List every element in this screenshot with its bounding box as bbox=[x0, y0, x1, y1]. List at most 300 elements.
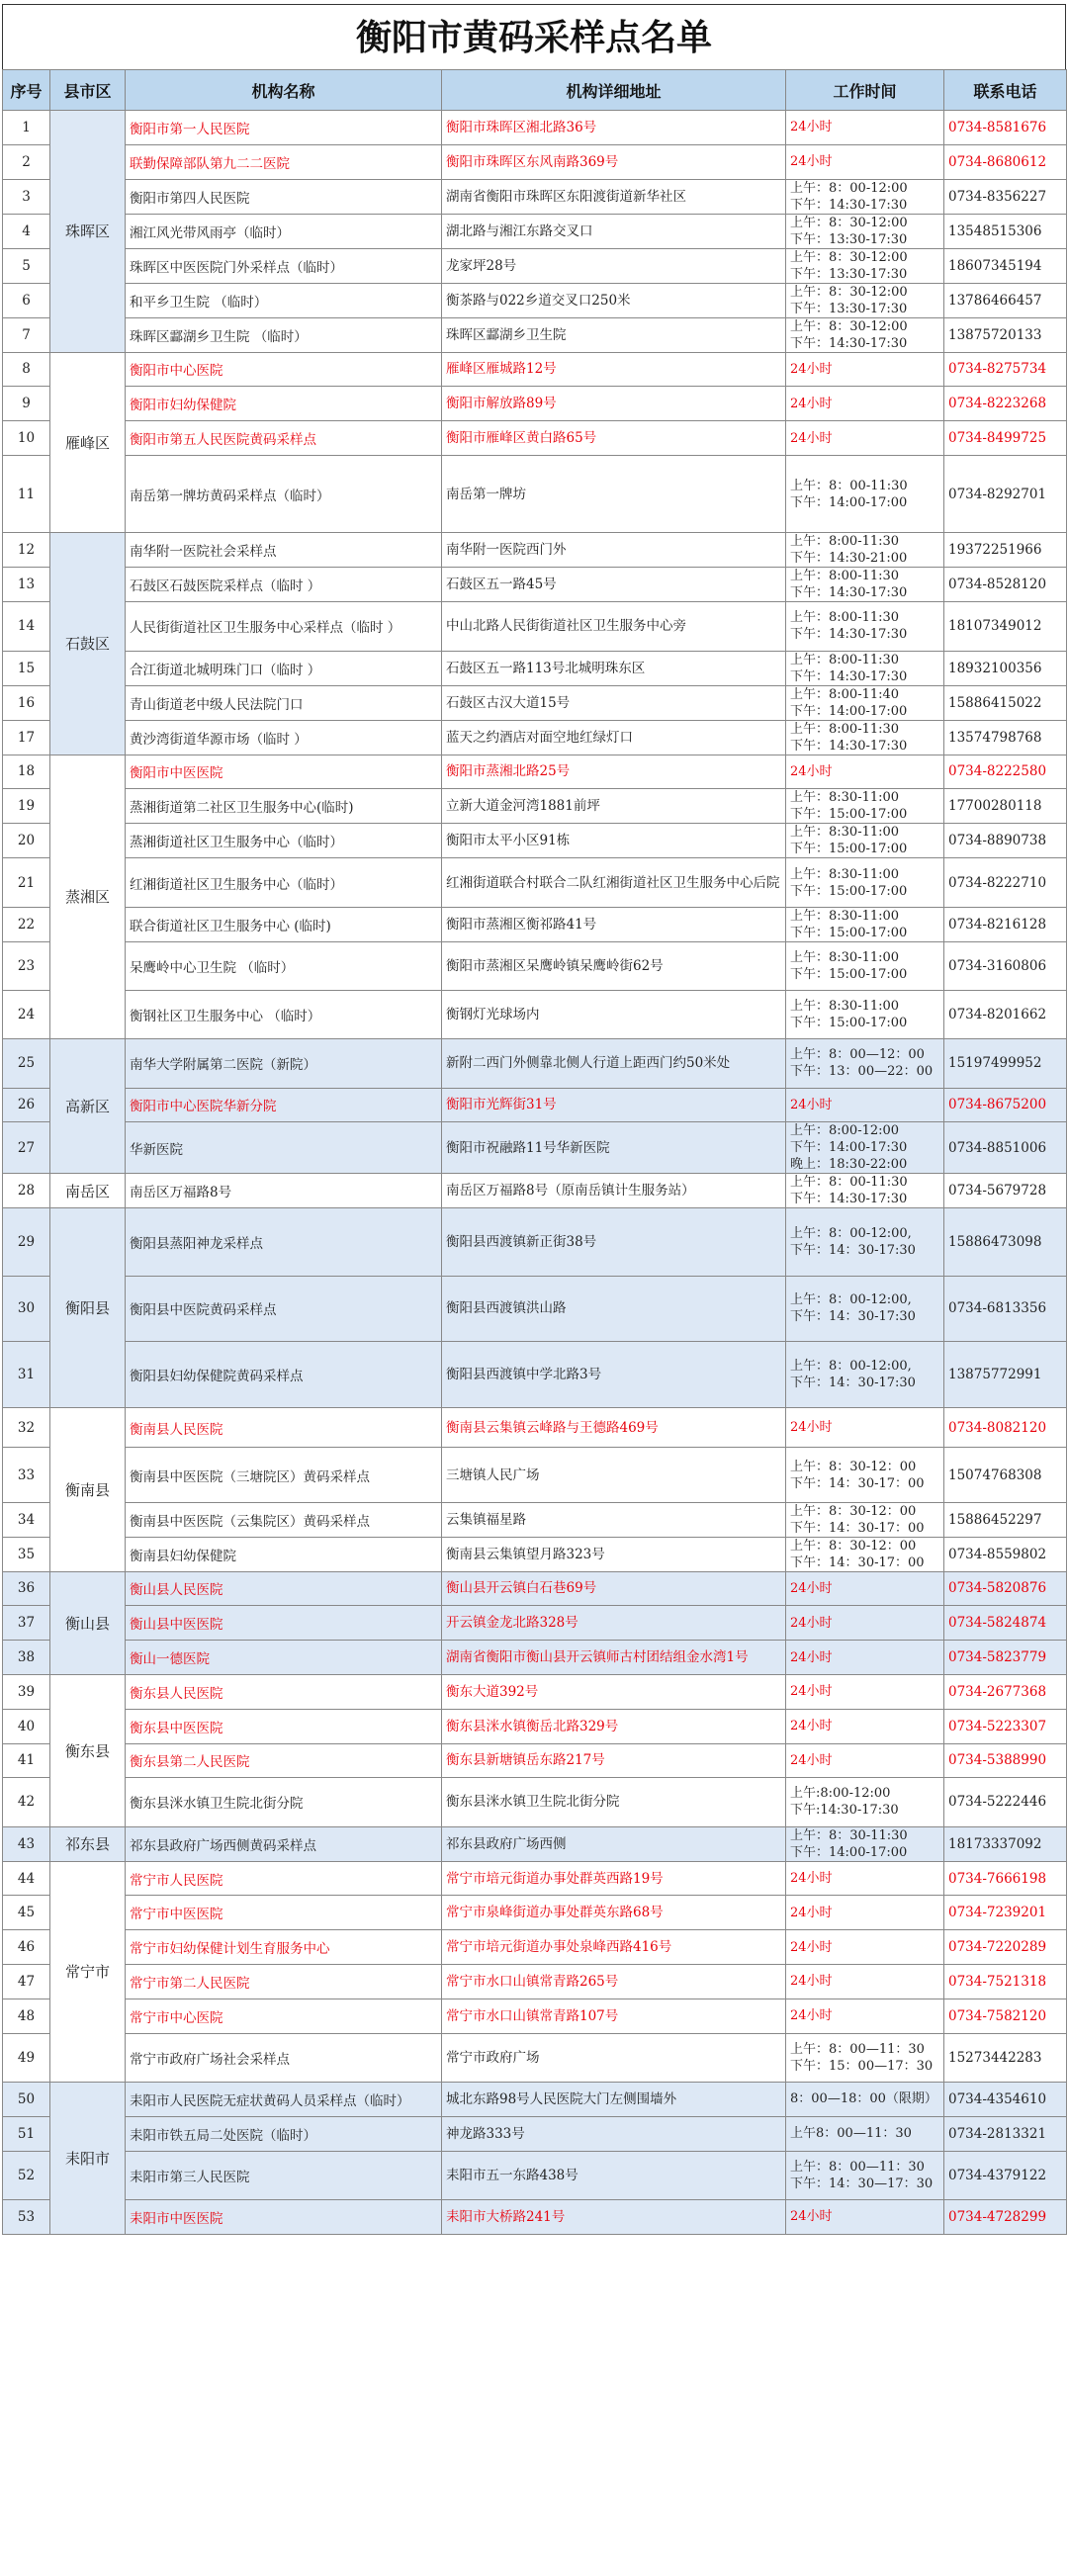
row-number: 11 bbox=[3, 455, 50, 532]
work-hours-line: 上午：8:30-11:00 bbox=[790, 866, 900, 882]
row-number: 41 bbox=[3, 1743, 50, 1778]
work-hours bbox=[786, 455, 944, 532]
table-row bbox=[3, 533, 1067, 568]
org-name: 祁东县政府广场西侧黄码采样点 bbox=[126, 1826, 442, 1861]
work-hours-line: 下午：14：30-17：00 bbox=[790, 1554, 925, 1570]
row-number: 43 bbox=[3, 1826, 50, 1861]
work-hours-line: 上午：8：30-12:00 bbox=[790, 284, 908, 300]
org-address: 中山北路人民街街道社区卫生服务中心旁 bbox=[442, 602, 786, 651]
district-cell: 高新区 bbox=[50, 1039, 126, 1174]
org-name: 衡阳县中医院黄码采样点 bbox=[126, 1276, 442, 1342]
work-hours-line: 上午：8：00—12：00 bbox=[790, 1047, 925, 1063]
work-hours-line: 24小时 bbox=[790, 2209, 833, 2225]
work-hours bbox=[786, 111, 944, 145]
work-hours bbox=[786, 1641, 944, 1675]
phone-number: 18607345194 bbox=[944, 248, 1067, 283]
table-row bbox=[3, 352, 1067, 387]
phone-number: 0734-5679728 bbox=[944, 1174, 1067, 1208]
org-name: 石鼓区石鼓医院采样点（临时 ） bbox=[126, 568, 442, 602]
row-number: 24 bbox=[3, 990, 50, 1038]
work-hours bbox=[786, 990, 944, 1038]
phone-number: 0734-2677368 bbox=[944, 1674, 1067, 1709]
work-hours bbox=[786, 651, 944, 685]
org-address: 常宁市政府广场 bbox=[442, 2033, 786, 2082]
org-address: 衡茶路与022乡道交叉口250米 bbox=[442, 283, 786, 317]
org-name: 衡阳市中心医院华新分院 bbox=[126, 1088, 442, 1122]
work-hours-line: 24小时 bbox=[790, 361, 833, 377]
work-hours-line: 上午：8：30-12：00 bbox=[790, 1538, 917, 1554]
work-hours-line: 下午：14:00-17:00 bbox=[790, 703, 908, 719]
row-number: 31 bbox=[3, 1342, 50, 1408]
table-row bbox=[3, 2151, 1067, 2199]
phone-number: 17700280118 bbox=[944, 789, 1067, 824]
table-row bbox=[3, 455, 1067, 532]
org-address: 衡山县开云镇白石巷69号 bbox=[442, 1571, 786, 1606]
org-address: 衡南县云集镇云峰路与王德路469号 bbox=[442, 1407, 786, 1448]
org-address: 神龙路333号 bbox=[442, 2116, 786, 2151]
phone-number: 13548515306 bbox=[944, 214, 1067, 248]
org-address: 衡阳市蒸湘北路25号 bbox=[442, 755, 786, 789]
row-number: 46 bbox=[3, 1930, 50, 1965]
work-hours-line: 24小时 bbox=[790, 1905, 833, 1920]
org-name: 合江街道北城明珠门口（临时 ） bbox=[126, 651, 442, 685]
org-address: 衡阳市祝融路11号华新医院 bbox=[442, 1122, 786, 1174]
row-number: 28 bbox=[3, 1174, 50, 1208]
work-hours bbox=[786, 568, 944, 602]
row-number: 18 bbox=[3, 755, 50, 789]
table-row bbox=[3, 1174, 1067, 1208]
work-hours-line: 晚上：18:30-22:00 bbox=[790, 1157, 908, 1173]
work-hours bbox=[786, 1208, 944, 1276]
org-address: 常宁市水口山镇常青路265号 bbox=[442, 1965, 786, 1999]
work-hours-line: 下午：14:30-17:30 bbox=[790, 335, 908, 351]
district-cell: 珠晖区 bbox=[50, 111, 126, 353]
org-address: 衡阳市解放路89号 bbox=[442, 387, 786, 421]
table-row bbox=[3, 283, 1067, 317]
work-hours bbox=[786, 421, 944, 456]
org-address: 衡钢灯光球场内 bbox=[442, 990, 786, 1038]
table-row bbox=[3, 2033, 1067, 2082]
row-number: 14 bbox=[3, 602, 50, 651]
row-number: 40 bbox=[3, 1709, 50, 1743]
district-cell: 祁东县 bbox=[50, 1826, 126, 1861]
work-hours bbox=[786, 2199, 944, 2234]
row-number: 2 bbox=[3, 144, 50, 179]
row-number: 5 bbox=[3, 248, 50, 283]
phone-number: 0734-5824874 bbox=[944, 1606, 1067, 1641]
org-name: 衡阳市中心医院 bbox=[126, 352, 442, 387]
row-number: 6 bbox=[3, 283, 50, 317]
work-hours-line: 24小时 bbox=[790, 430, 833, 446]
table-row bbox=[3, 1448, 1067, 1502]
org-address: 衡东大道392号 bbox=[442, 1674, 786, 1709]
org-address: 常宁市培元街道办事处群英西路19号 bbox=[442, 1861, 786, 1896]
work-hours bbox=[786, 1743, 944, 1778]
table-row bbox=[3, 179, 1067, 214]
table-row bbox=[3, 755, 1067, 789]
org-name: 衡阳县蒸阳神龙采样点 bbox=[126, 1208, 442, 1276]
phone-number: 0734-7220289 bbox=[944, 1930, 1067, 1965]
org-name: 黄沙湾街道华源市场（临时 ） bbox=[126, 720, 442, 755]
work-hours-line: 上午：8：30-12:00 bbox=[790, 318, 908, 334]
org-name: 衡南县人民医院 bbox=[126, 1407, 442, 1448]
org-address: 衡东县新塘镇岳东路217号 bbox=[442, 1743, 786, 1778]
org-address: 衡阳市雁峰区黄白路65号 bbox=[442, 421, 786, 456]
org-address: 石鼓区五一路113号北城明珠东区 bbox=[442, 651, 786, 685]
work-hours-line: 下午：15：00—17：30 bbox=[790, 2058, 934, 2074]
work-hours-line: 下午：14：30-17：00 bbox=[790, 1475, 925, 1491]
org-address: 常宁市泉峰街道办事处群英东路68号 bbox=[442, 1896, 786, 1930]
table-row bbox=[3, 248, 1067, 283]
org-name: 衡阳市中医医院 bbox=[126, 755, 442, 789]
org-name: 常宁市人民医院 bbox=[126, 1861, 442, 1896]
table-row bbox=[3, 1407, 1067, 1448]
work-hours-line: 上午：8:00-11:30 bbox=[790, 569, 900, 584]
work-hours bbox=[786, 1407, 944, 1448]
phone-number: 0734-8528120 bbox=[944, 568, 1067, 602]
phone-number: 0734-5823779 bbox=[944, 1641, 1067, 1675]
org-name: 耒阳市人民医院无症状黄码人员采样点（临时） bbox=[126, 2082, 442, 2116]
phone-number: 18173337092 bbox=[944, 1826, 1067, 1861]
phone-number: 0734-4379122 bbox=[944, 2151, 1067, 2199]
work-hours-line: 上午：8：00—11：30 bbox=[790, 2159, 925, 2175]
table-row bbox=[3, 1861, 1067, 1896]
phone-number: 15273442283 bbox=[944, 2033, 1067, 2082]
org-name: 青山街道老中级人民法院门口 bbox=[126, 685, 442, 720]
row-number: 45 bbox=[3, 1896, 50, 1930]
work-hours-line: 24小时 bbox=[790, 120, 833, 135]
table-row bbox=[3, 907, 1067, 941]
org-address: 耒阳市五一东路438号 bbox=[442, 2151, 786, 2199]
phone-number: 0734-8581676 bbox=[944, 111, 1067, 145]
work-hours-line: 24小时 bbox=[790, 2008, 833, 2024]
work-hours-line: 上午:8:00-12:00 bbox=[790, 1786, 891, 1802]
doc-title: 衡阳市黄码采样点名单 bbox=[2, 4, 1066, 69]
phone-number: 0734-2813321 bbox=[944, 2116, 1067, 2151]
work-hours-line: 下午：15:00-17:00 bbox=[790, 1016, 908, 1031]
table-row bbox=[3, 1342, 1067, 1408]
table-row bbox=[3, 1606, 1067, 1641]
phone-number: 0734-8275734 bbox=[944, 352, 1067, 387]
district-cell: 常宁市 bbox=[50, 1861, 126, 2082]
org-name: 呆鹰岭中心卫生院 （临时） bbox=[126, 941, 442, 990]
table-row bbox=[3, 2199, 1067, 2234]
work-hours-line: 下午:14:30-17:30 bbox=[790, 1803, 899, 1819]
table-row bbox=[3, 421, 1067, 456]
org-name: 衡阳市第五人民医院黄码采样点 bbox=[126, 421, 442, 456]
work-hours-line: 下午：14:30-17:30 bbox=[790, 627, 908, 643]
sampling-sites-table bbox=[2, 69, 1067, 2235]
table-row bbox=[3, 1965, 1067, 1999]
work-hours bbox=[786, 789, 944, 824]
phone-number: 0734-8356227 bbox=[944, 179, 1067, 214]
table-row bbox=[3, 1502, 1067, 1537]
table-row bbox=[3, 1896, 1067, 1930]
org-name: 常宁市政府广场社会采样点 bbox=[126, 2033, 442, 2082]
phone-number: 0734-8680612 bbox=[944, 144, 1067, 179]
phone-number: 0734-8222580 bbox=[944, 755, 1067, 789]
row-number: 19 bbox=[3, 789, 50, 824]
work-hours bbox=[786, 1122, 944, 1174]
work-hours bbox=[786, 1174, 944, 1208]
phone-number: 0734-8675200 bbox=[944, 1088, 1067, 1122]
work-hours-line: 8：00—18：00（限期） bbox=[790, 2091, 937, 2107]
work-hours bbox=[786, 1861, 944, 1896]
phone-number: 0734-8851006 bbox=[944, 1122, 1067, 1174]
table-row bbox=[3, 111, 1067, 145]
phone-number: 19372251966 bbox=[944, 533, 1067, 568]
work-hours-line: 24小时 bbox=[790, 763, 833, 779]
org-address: 云集镇福星路 bbox=[442, 1502, 786, 1537]
work-hours-line: 上午：8:00-11:30 bbox=[790, 652, 900, 667]
row-number: 25 bbox=[3, 1039, 50, 1088]
work-hours bbox=[786, 1571, 944, 1606]
work-hours bbox=[786, 317, 944, 352]
table-row bbox=[3, 789, 1067, 824]
row-number: 20 bbox=[3, 824, 50, 858]
org-address: 衡阳市光辉街31号 bbox=[442, 1088, 786, 1122]
work-hours bbox=[786, 1502, 944, 1537]
org-name: 联合街道社区卫生服务中心 (临时) bbox=[126, 907, 442, 941]
row-number: 9 bbox=[3, 387, 50, 421]
header-district: 县市区 bbox=[50, 70, 126, 111]
org-name: 衡东县第二人民医院 bbox=[126, 1743, 442, 1778]
work-hours-line: 24小时 bbox=[790, 1615, 833, 1631]
row-number: 12 bbox=[3, 533, 50, 568]
table-row bbox=[3, 1999, 1067, 2033]
work-hours-line: 24小时 bbox=[790, 154, 833, 170]
work-hours-line: 下午：14:00-17:00 bbox=[790, 494, 908, 510]
org-name: 衡东县人民医院 bbox=[126, 1674, 442, 1709]
org-name: 红湘街道社区卫生服务中心（临时） bbox=[126, 858, 442, 907]
row-number: 1 bbox=[3, 111, 50, 145]
work-hours bbox=[786, 2116, 944, 2151]
table-row bbox=[3, 568, 1067, 602]
row-number: 27 bbox=[3, 1122, 50, 1174]
phone-number: 13574798768 bbox=[944, 720, 1067, 755]
work-hours bbox=[786, 2151, 944, 2199]
org-address: 开云镇金龙北路328号 bbox=[442, 1606, 786, 1641]
work-hours-line: 上午：8：30-12:00 bbox=[790, 249, 908, 265]
row-number: 35 bbox=[3, 1537, 50, 1571]
work-hours-line: 24小时 bbox=[790, 396, 833, 411]
row-number: 26 bbox=[3, 1088, 50, 1122]
table-row bbox=[3, 602, 1067, 651]
work-hours bbox=[786, 1965, 944, 1999]
table-row bbox=[3, 720, 1067, 755]
work-hours-line: 上午：8：30-12：00 bbox=[790, 1459, 917, 1474]
work-hours bbox=[786, 941, 944, 990]
org-name: 人民街街道社区卫生服务中心采样点（临时 ） bbox=[126, 602, 442, 651]
work-hours-line: 上午8：00—11：30 bbox=[790, 2126, 912, 2142]
row-number: 17 bbox=[3, 720, 50, 755]
work-hours-line: 上午：8:30-11:00 bbox=[790, 790, 900, 806]
work-hours bbox=[786, 1537, 944, 1571]
work-hours bbox=[786, 1709, 944, 1743]
table-row bbox=[3, 1537, 1067, 1571]
work-hours-line: 下午：14:00-17:00 bbox=[790, 1844, 908, 1860]
org-name: 湘江风光带风雨亭（临时） bbox=[126, 214, 442, 248]
phone-number: 18107349012 bbox=[944, 602, 1067, 651]
phone-number: 0734-7521318 bbox=[944, 1965, 1067, 1999]
work-hours-line: 24小时 bbox=[790, 1420, 833, 1436]
work-hours-line: 下午：14：30-17:30 bbox=[790, 1309, 916, 1325]
table-row bbox=[3, 1641, 1067, 1675]
org-address: 红湘街道联合村联合二队红湘街道社区卫生服务中心后院 bbox=[442, 858, 786, 907]
work-hours-line: 上午：8：00—11：30 bbox=[790, 2041, 925, 2057]
table-row bbox=[3, 387, 1067, 421]
org-name: 耒阳市铁五局二处医院（临时） bbox=[126, 2116, 442, 2151]
work-hours bbox=[786, 1896, 944, 1930]
work-hours-line: 下午：14:30-17:30 bbox=[790, 668, 908, 684]
work-hours bbox=[786, 1999, 944, 2033]
work-hours-line: 上午：8：00-12:00 bbox=[790, 180, 908, 196]
org-address: 衡东县洣水镇卫生院北街分院 bbox=[442, 1778, 786, 1826]
work-hours bbox=[786, 214, 944, 248]
work-hours bbox=[786, 824, 944, 858]
phone-number: 15886415022 bbox=[944, 685, 1067, 720]
org-name: 常宁市第二人民医院 bbox=[126, 1965, 442, 1999]
row-number: 21 bbox=[3, 858, 50, 907]
org-name: 衡南县妇幼保健院 bbox=[126, 1537, 442, 1571]
org-name: 衡东县中医医院 bbox=[126, 1709, 442, 1743]
phone-number: 0734-5223307 bbox=[944, 1709, 1067, 1743]
org-name: 南岳区万福路8号 bbox=[126, 1174, 442, 1208]
row-number: 30 bbox=[3, 1276, 50, 1342]
phone-number: 0734-4728299 bbox=[944, 2199, 1067, 2234]
table-row bbox=[3, 317, 1067, 352]
work-hours-line: 24小时 bbox=[790, 1684, 833, 1700]
phone-number: 0734-7239201 bbox=[944, 1896, 1067, 1930]
org-name: 蒸湘街道第二社区卫生服务中心(临时) bbox=[126, 789, 442, 824]
org-address: 南华附一医院西门外 bbox=[442, 533, 786, 568]
org-name: 衡阳市第四人民医院 bbox=[126, 179, 442, 214]
district-cell: 雁峰区 bbox=[50, 352, 126, 533]
work-hours-line: 上午：8:30-11:00 bbox=[790, 999, 900, 1015]
phone-number: 0734-5388990 bbox=[944, 1743, 1067, 1778]
org-address: 珠晖区酃湖乡卫生院 bbox=[442, 317, 786, 352]
org-name: 衡南县中医医院（三塘院区）黄码采样点 bbox=[126, 1448, 442, 1502]
row-number: 15 bbox=[3, 651, 50, 685]
table-row bbox=[3, 1930, 1067, 1965]
org-address: 衡阳县西渡镇洪山路 bbox=[442, 1276, 786, 1342]
org-address: 湖南省衡阳市珠晖区东阳渡街道新华社区 bbox=[442, 179, 786, 214]
work-hours-line: 下午：14:30-17:30 bbox=[790, 1192, 908, 1207]
header-address: 机构详细地址 bbox=[442, 70, 786, 111]
work-hours-line: 下午：15:00-17:00 bbox=[790, 883, 908, 899]
phone-number: 0734-6813356 bbox=[944, 1276, 1067, 1342]
work-hours-line: 下午：14：30-17:30 bbox=[790, 1376, 916, 1391]
row-number: 3 bbox=[3, 179, 50, 214]
work-hours-line: 下午：13:30-17:30 bbox=[790, 266, 908, 282]
table-header-row bbox=[3, 70, 1067, 111]
row-number: 22 bbox=[3, 907, 50, 941]
header-phone: 联系电话 bbox=[944, 70, 1067, 111]
row-number: 34 bbox=[3, 1502, 50, 1537]
phone-number: 18932100356 bbox=[944, 651, 1067, 685]
org-address: 祁东县政府广场西侧 bbox=[442, 1826, 786, 1861]
table-row bbox=[3, 2082, 1067, 2116]
work-hours bbox=[786, 2033, 944, 2082]
work-hours-line: 下午：14:00-17:30 bbox=[790, 1140, 908, 1156]
district-cell: 衡东县 bbox=[50, 1674, 126, 1826]
org-name: 蒸湘街道社区卫生服务中心（临时） bbox=[126, 824, 442, 858]
work-hours bbox=[786, 907, 944, 941]
phone-number: 13786466457 bbox=[944, 283, 1067, 317]
org-name: 衡山县中医医院 bbox=[126, 1606, 442, 1641]
table-row bbox=[3, 1276, 1067, 1342]
phone-number: 0734-5222446 bbox=[944, 1778, 1067, 1826]
work-hours bbox=[786, 533, 944, 568]
work-hours bbox=[786, 602, 944, 651]
work-hours-line: 上午：8：30-12:00 bbox=[790, 215, 908, 230]
work-hours-line: 上午：8：00-11:30 bbox=[790, 1175, 908, 1191]
work-hours bbox=[786, 1606, 944, 1641]
org-name: 耒阳市第三人民医院 bbox=[126, 2151, 442, 2199]
work-hours-line: 上午：8：00-11:30 bbox=[790, 478, 908, 493]
district-cell: 石鼓区 bbox=[50, 533, 126, 755]
org-address: 城北东路98号人民医院大门左侧围墙外 bbox=[442, 2082, 786, 2116]
org-name: 南华附一医院社会采样点 bbox=[126, 533, 442, 568]
work-hours bbox=[786, 1930, 944, 1965]
work-hours-line: 上午：8:30-11:00 bbox=[790, 825, 900, 841]
table-row bbox=[3, 1826, 1067, 1861]
org-name: 衡阳市妇幼保健院 bbox=[126, 387, 442, 421]
table-row bbox=[3, 990, 1067, 1038]
org-address: 常宁市培元街道办事处泉峰西路416号 bbox=[442, 1930, 786, 1965]
work-hours-line: 上午：8:00-12:00 bbox=[790, 1123, 900, 1139]
table-row bbox=[3, 2116, 1067, 2151]
work-hours-line: 上午：8：30-11:30 bbox=[790, 1827, 908, 1843]
row-number: 29 bbox=[3, 1208, 50, 1276]
work-hours-line: 上午：8:30-11:00 bbox=[790, 908, 900, 924]
org-name: 珠晖区中医医院门外采样点（临时） bbox=[126, 248, 442, 283]
work-hours bbox=[786, 720, 944, 755]
table-row bbox=[3, 1039, 1067, 1088]
org-address: 石鼓区古汉大道15号 bbox=[442, 685, 786, 720]
org-name: 常宁市妇幼保健计划生育服务中心 bbox=[126, 1930, 442, 1965]
table-row bbox=[3, 1778, 1067, 1826]
work-hours-line: 24小时 bbox=[790, 1580, 833, 1596]
work-hours-line: 下午：15:00-17:00 bbox=[790, 925, 908, 940]
row-number: 51 bbox=[3, 2116, 50, 2151]
phone-number: 0734-7666198 bbox=[944, 1861, 1067, 1896]
org-name: 和平乡卫生院 （临时） bbox=[126, 283, 442, 317]
work-hours bbox=[786, 858, 944, 907]
phone-number: 0734-8222710 bbox=[944, 858, 1067, 907]
table-row bbox=[3, 1743, 1067, 1778]
row-number: 7 bbox=[3, 317, 50, 352]
row-number: 33 bbox=[3, 1448, 50, 1502]
row-number: 10 bbox=[3, 421, 50, 456]
org-address: 南岳区万福路8号（原南岳镇计生服务站） bbox=[442, 1174, 786, 1208]
row-number: 23 bbox=[3, 941, 50, 990]
work-hours-line: 24小时 bbox=[790, 1097, 833, 1112]
district-cell: 衡南县 bbox=[50, 1407, 126, 1571]
table-row bbox=[3, 824, 1067, 858]
work-hours-line: 下午：14:30-17:30 bbox=[790, 738, 908, 754]
phone-number: 0734-8082120 bbox=[944, 1407, 1067, 1448]
table-row bbox=[3, 1122, 1067, 1174]
org-address: 衡阳县西渡镇中学北路3号 bbox=[442, 1342, 786, 1408]
org-address: 石鼓区五一路45号 bbox=[442, 568, 786, 602]
work-hours-line: 下午：15:00-17:00 bbox=[790, 807, 908, 823]
work-hours-line: 24小时 bbox=[790, 1649, 833, 1665]
work-hours-line: 下午：15:00-17:00 bbox=[790, 966, 908, 982]
work-hours-line: 24小时 bbox=[790, 1871, 833, 1887]
org-address: 湖北路与湘江东路交叉口 bbox=[442, 214, 786, 248]
row-number: 48 bbox=[3, 1999, 50, 2033]
